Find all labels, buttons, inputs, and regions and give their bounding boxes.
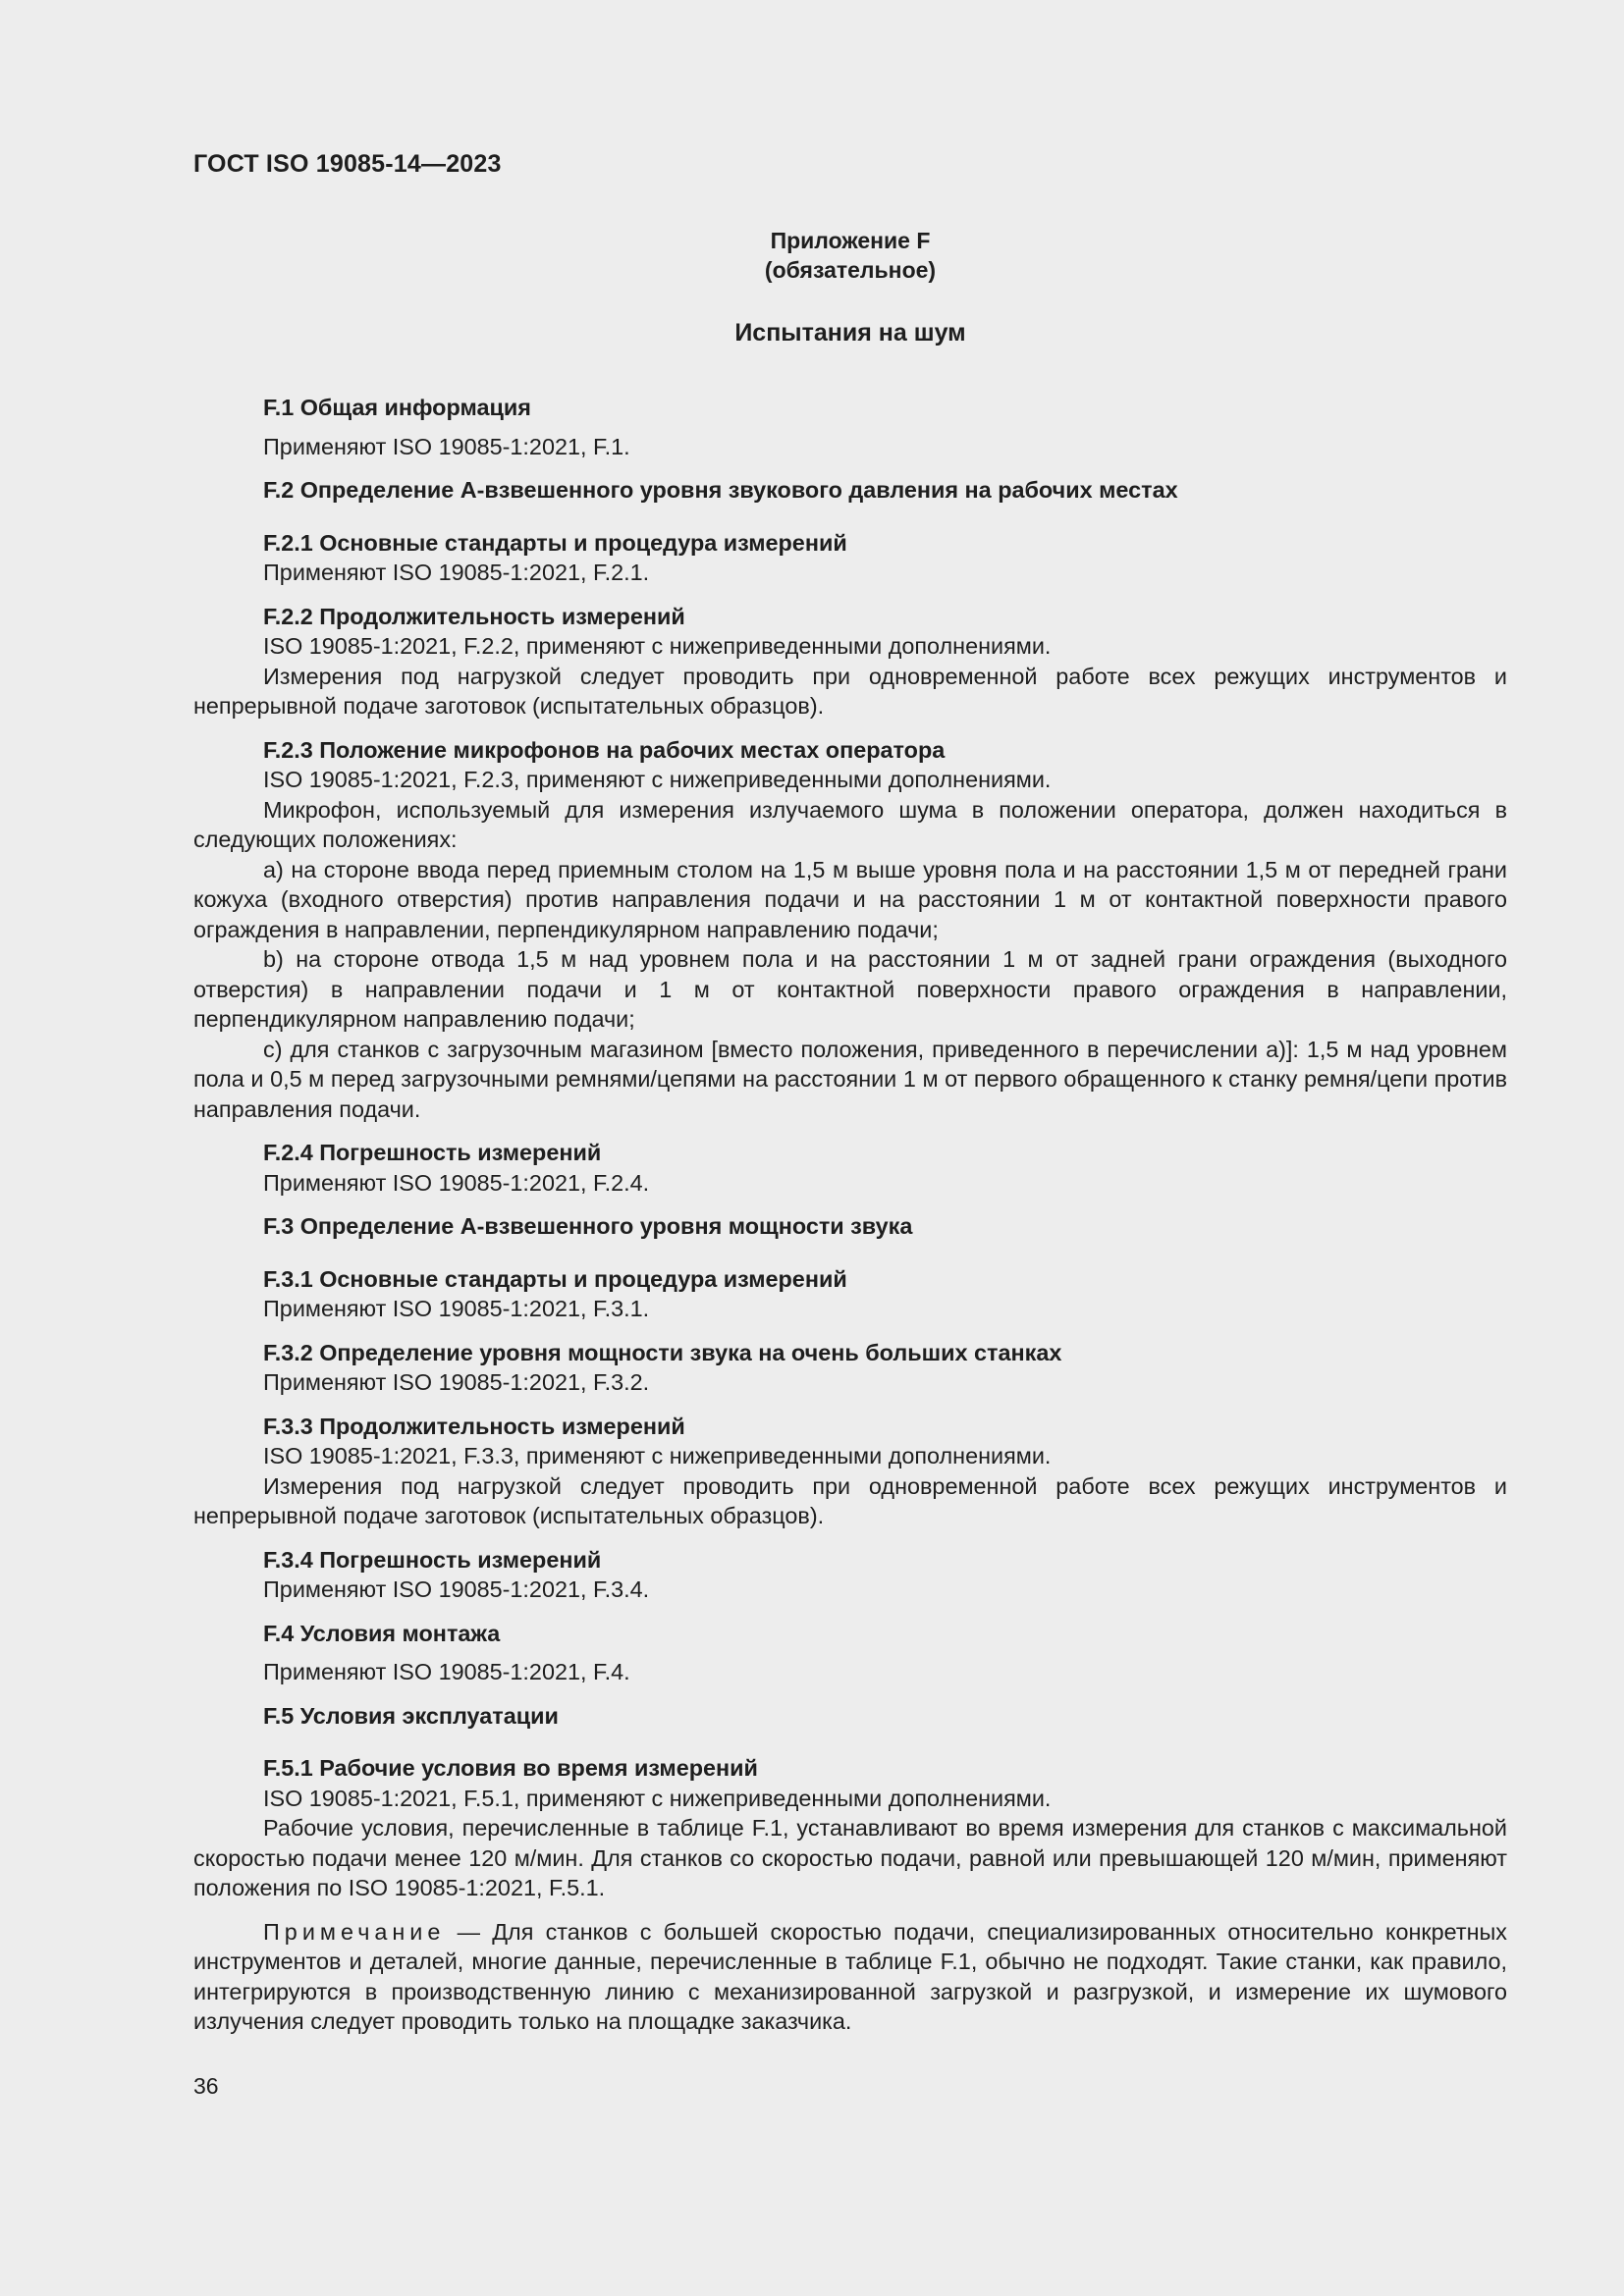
section-text-f3-1: Применяют ISO 19085-1:2021, F.3.1.: [263, 1296, 650, 1321]
section-text-f3-2: Применяют ISO 19085-1:2021, F.3.2.: [263, 1369, 650, 1395]
section-text-f3-3-b: Измерения под нагрузкой следует проводить при одновременной работе всех режущих инструментов и непрерывной подаче заготовок (испытательных образцов).: [193, 1472, 1507, 1528]
section-heading-f3-4: F.3.4 Погрешность измерений: [263, 1546, 602, 1573]
section-heading-f3-2: F.3.2 Определение уровня мощности звука на очень больших станках: [263, 1339, 1062, 1365]
section-text-f3-3-a: ISO 19085-1:2021, F.3.3, применяют с нижеприведенными дополнениями.: [263, 1443, 1052, 1468]
section-heading-f2-3: F.2.3 Положение микрофонов на рабочих местах оператора: [263, 736, 946, 763]
list-item-b: b) на стороне отвода 1,5 м над уровнем пола и на расстоянии 1 м от задней грани ограждения (выходного отверстия) в направлении подачи и 1 м от контактной поверхности правого ограждения в направлении, перпендикулярном направлению подачи;: [193, 946, 1507, 1032]
section-text-f2-4: Применяют ISO 19085-1:2021, F.2.4.: [263, 1169, 650, 1196]
note-paragraph: [193, 1917, 1507, 2037]
note-text: Для станков с большей скоростью подачи, специализированных относительно конкретных инструментов и деталей, многие данные, перечисленные в таблице F.1, обычно не подходят. Такие станки, как правило, интегрируются в производственную линию с механизированной загрузкой и разгрузкой, и измерение их шумового излучения следует проводить только на площадке заказчика.: [193, 1918, 1508, 2034]
section-heading-f2-1: F.2.1 Основные стандарты и процедура измерений: [263, 529, 847, 556]
annex-status: (обязательное): [764, 257, 937, 283]
section-text-f2-1: Применяют ISO 19085-1:2021, F.2.1.: [263, 560, 650, 585]
section-heading-f2-4: F.2.4 Погрешность измерений: [263, 1140, 602, 1165]
section-heading-f1: F.1 Общая информация: [263, 395, 531, 420]
list-item-c: c) для станков с загрузочным магазином [вместо положения, приведенного в перечислении a)]: 1,5 м над уровнем пола и 0,5 м перед загрузочными ремнями/цепями на расстоянии 1 м от первого обращенного к станку ремня/цепи против направления подачи.: [193, 1036, 1507, 1122]
document-header: ГОСТ ISO 19085-14—2023: [193, 150, 502, 178]
section-text-f1: Применяют ISO 19085-1:2021, F.1.: [263, 433, 630, 459]
annex-title: Испытания на шум: [734, 319, 966, 347]
annex-label: Приложение F: [770, 228, 931, 253]
section-heading-f5: F.5 Условия эксплуатации: [263, 1702, 559, 1729]
section-text-f5-1-a: ISO 19085-1:2021, F.5.1, применяют с нижеприведенными дополнениями.: [263, 1785, 1052, 1811]
section-text-f2-2-b: Измерения под нагрузкой следует проводить при одновременной работе всех режущих инструментов и непрерывной подаче заготовок (испытательных образцов).: [193, 663, 1507, 719]
section-heading-f5-1: F.5.1 Рабочие условия во время измерений: [263, 1755, 758, 1781]
section-text-f2-3-a: ISO 19085-1:2021, F.2.3, применяют с нижеприведенными дополнениями.: [263, 767, 1052, 792]
section-heading-f3-3: F.3.3 Продолжительность измерений: [263, 1413, 685, 1439]
note-label: Примечание: [263, 1918, 446, 1945]
annex-content: [193, 393, 1507, 2037]
list-item-a: a) на стороне ввода перед приемным столом на 1,5 м выше уровня пола и на расстоянии 1,5 м от передней грани кожуха (входного отверстия) против направления подачи и на расстоянии 1 м от контактной поверхности правого ограждения в направлении, перпендикулярном направлению подачи;: [193, 856, 1507, 942]
section-heading-f3-1: F.3.1 Основные стандарты и процедура измерений: [263, 1265, 847, 1292]
section-text-f2-2-a: ISO 19085-1:2021, F.2.2, применяют с нижеприведенными дополнениями.: [263, 633, 1052, 659]
section-text-f2-3-b: Микрофон, используемый для измерения излучаемого шума в положении оператора, должен находиться в следующих положениях:: [193, 796, 1507, 852]
section-text-f4: Применяют ISO 19085-1:2021, F.4.: [263, 1659, 630, 1684]
section-heading-f4: F.4 Условия монтажа: [263, 1620, 501, 1646]
note-dash: —: [445, 1918, 493, 1945]
section-heading-f2: F.2 Определение А-взвешенного уровня звукового давления на рабочих местах: [263, 477, 1178, 503]
page-number: 36: [193, 2073, 219, 2099]
section-text-f3-4: Применяют ISO 19085-1:2021, F.3.4.: [263, 1576, 650, 1602]
section-text-f5-1-b: Рабочие условия, перечисленные в таблице F.1, устанавливают во время измерения для станков с максимальной скоростью подачи менее 120 м/мин. Для станков со скоростью подачи, равной или превышающей 120 м/мин, применяют положения по ISO 19085-1:2021, F.5.1.: [193, 1815, 1507, 1900]
section-heading-f2-2: F.2.2 Продолжительность измерений: [263, 603, 685, 629]
section-heading-f3: F.3 Определение А-взвешенного уровня мощности звука: [263, 1213, 913, 1239]
